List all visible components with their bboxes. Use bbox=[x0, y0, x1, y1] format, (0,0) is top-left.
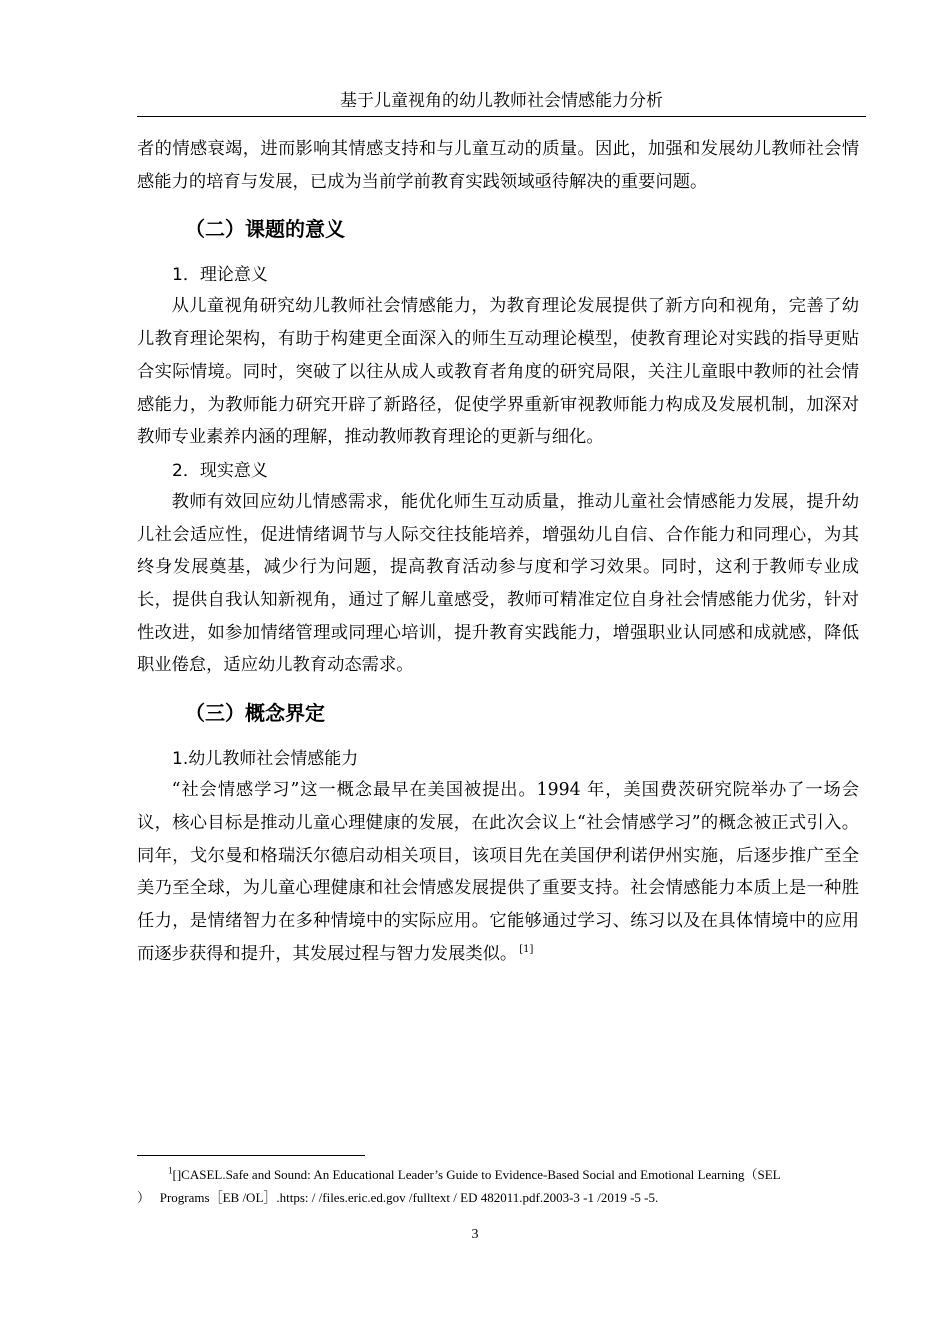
teacher-sel-competence-paragraph bbox=[137, 774, 859, 970]
footnote-line-1-text: []CASEL.Safe and Sound: An Educational Leader’s Guide to Evidence-Based Social and Emotional Learning（SEL bbox=[172, 1167, 781, 1182]
footnote-marker: 1 bbox=[168, 1165, 173, 1176]
footnote-line-2: ） Programs［EB /OL］.https: / /files.eric.ed.gov /fulltext / ED 482011.pdf.2003-3 -1 /2019 -5 -5. bbox=[137, 1190, 659, 1205]
header-divider bbox=[137, 116, 866, 117]
citation-marker[interactable]: [1] bbox=[519, 943, 534, 955]
section-heading-significance: （二）课题的意义 bbox=[185, 217, 345, 242]
footnote-line-1 bbox=[137, 1163, 859, 1186]
section-heading-concepts: （三）概念界定 bbox=[185, 701, 325, 726]
practical-significance-paragraph: 教师有效回应幼儿情感需求，能优化师生互动质量，推动儿童社会情感能力发展，提升幼儿社会适应性，促进情绪调节与人际交往技能培养，增强幼儿自信、合作能力和同理心，为其终身发展奠基，减少行为问题，提高教育活动参与度和学习效果。同时，这利于教师专业成长，提供自我认知新视角，通过了解儿童感受，教师可精准定位自身社会情感能力优劣，针对性改进，如参加情绪管理或同理心培训，提升教育实践能力，增强职业认同感和成就感，降低职业倦怠，适应幼儿教育动态需求。 bbox=[137, 491, 859, 676]
intro-paragraph: 者的情感衰竭，进而影响其情感支持和与儿童互动的质量。因此，加强和发展幼儿教师社会情感能力的培育与发展，已成为当前学前教育实践领域亟待解决的重要问题。 bbox=[137, 139, 859, 192]
running-header-title: 基于儿童视角的幼儿教师社会情感能力分析 bbox=[340, 91, 663, 111]
theoretical-significance-paragraph: 从儿童视角研究幼儿教师社会情感能力，为教育理论发展提供了新方向和视角，完善了幼儿教育理论架构，有助于构建更全面深入的师生互动理论模型，使教育理论对实践的指导更贴合实际情境。同时，突破了以往从成人或教育者角度的研究局限，关注儿童眼中教师的社会情感能力，为教师能力研究开辟了新路径，促使学界重新审视教师能力构成及发展机制，加深对教师专业素养内涵的理解，推动教师教育理论的更新与细化。 bbox=[137, 296, 859, 448]
subheading-teacher-sel-competence: 1.幼儿教师社会情感能力 bbox=[172, 749, 359, 770]
page-number: 3 bbox=[471, 1227, 479, 1242]
footnote bbox=[137, 1163, 859, 1209]
page-body bbox=[137, 133, 859, 970]
footnote-divider bbox=[137, 1155, 365, 1156]
subheading-theoretical-significance: 1．理论意义 bbox=[172, 265, 268, 286]
teacher-sel-competence-text: “社会情感学习”这一概念最早在美国被提出。1994 年，美国费茨研究院举办了一场会议，核心目标是推动儿童心理健康的发展，在此次会议上“社会情感学习”的概念被正式引入。同年，戈尔曼和格瑞沃尔德启动相关项目，该项目先在美国伊利诺伊州实施，后逐步推广至全美乃至全球，为儿童心理健康和社会情感发展提供了重要支持。社会情感能力本质上是一种胜任力，是情绪智力在多种情境中的实际应用。它能够通过学习、练习以及在具体情境中的应用而逐步获得和提升，其发展过程与智力发展类似。 bbox=[137, 780, 859, 964]
subheading-practical-significance: 2．现实意义 bbox=[172, 460, 268, 481]
